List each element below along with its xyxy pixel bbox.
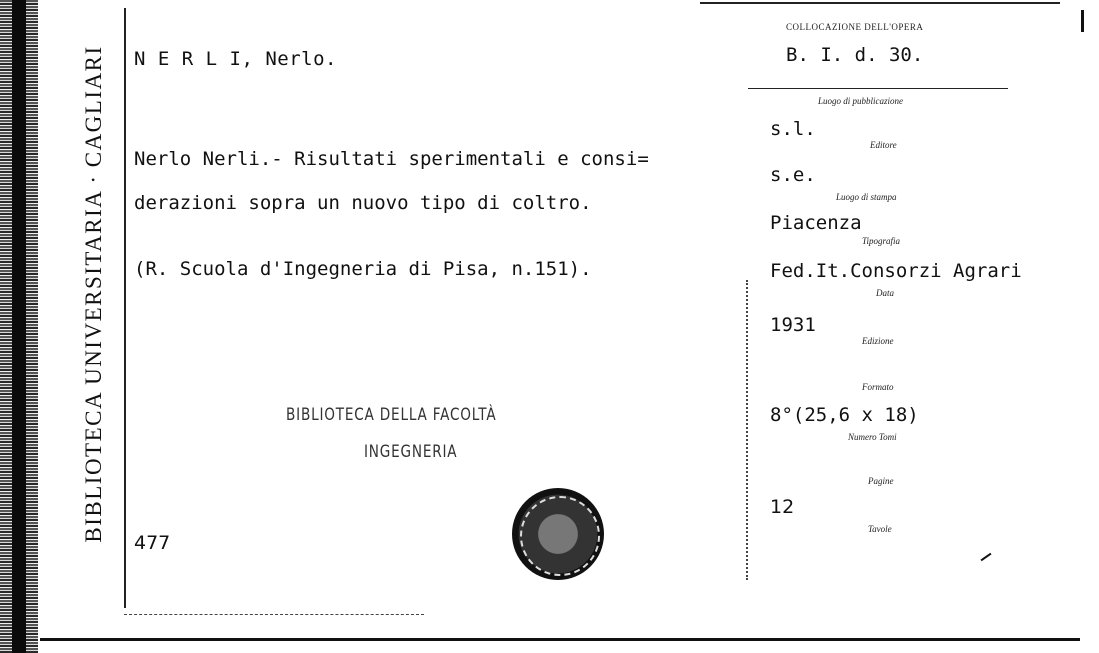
tavole-label: Tavole — [868, 524, 892, 534]
formato-label: Formato — [862, 382, 894, 392]
luogo-stampa-label: Luogo di stampa — [836, 192, 897, 202]
edizione-label: Edizione — [862, 336, 894, 346]
data-label: Data — [876, 288, 894, 298]
pen-mark — [981, 553, 992, 562]
faculty-stamp-line-1: BIBLIOTECA DELLA FACOLTÀ — [286, 405, 497, 425]
top-rule — [700, 2, 1060, 4]
lower-rule — [124, 614, 424, 615]
luogo-stampa: Piacenza — [770, 212, 862, 234]
card-vertical-rule — [124, 8, 126, 608]
column-separator — [746, 280, 748, 580]
library-seal — [512, 488, 604, 580]
formato: 8°(25,6 x 18) — [770, 404, 919, 426]
luogo-pubblicazione-label: Luogo di pubblicazione — [818, 96, 903, 106]
editore: s.e. — [770, 164, 816, 186]
series-note: (R. Scuola d'Ingegneria di Pisa, n.151). — [134, 258, 592, 280]
tipografia-label: Tipografia — [862, 236, 901, 246]
tipografia: Fed.It.Consorzi Agrari — [770, 260, 1022, 282]
title-line-1: Nerlo Nerli.- Risultati sperimentali e consi= — [134, 148, 649, 170]
bottom-rule — [40, 638, 1080, 641]
pagine-label: Pagine — [868, 476, 894, 486]
numero-tomi-label: Numero Tomi — [848, 432, 897, 442]
collocazione-label: COLLOCAZIONE DELL'OPERA — [786, 22, 924, 32]
shelfmark-rule — [748, 88, 1008, 89]
inventory-number: 477 — [134, 532, 171, 554]
card-binding-strip — [12, 0, 26, 653]
editore-label: Editore — [870, 140, 897, 150]
title-line-2: derazioni sopra un nuovo tipo di coltro. — [134, 192, 592, 214]
shelfmark: B. I. d. 30. — [786, 44, 924, 66]
author-heading: N E R L I, Nerlo. — [134, 48, 337, 70]
top-right-mark — [1081, 10, 1084, 32]
pagine: 12 — [770, 496, 795, 518]
data: 1931 — [770, 314, 816, 336]
faculty-stamp-line-2: INGEGNERIA — [364, 442, 458, 462]
library-name: BIBLIOTECA UNIVERSITARIA · CAGLIARI — [81, 45, 106, 543]
luogo-pubblicazione: s.l. — [770, 118, 816, 140]
